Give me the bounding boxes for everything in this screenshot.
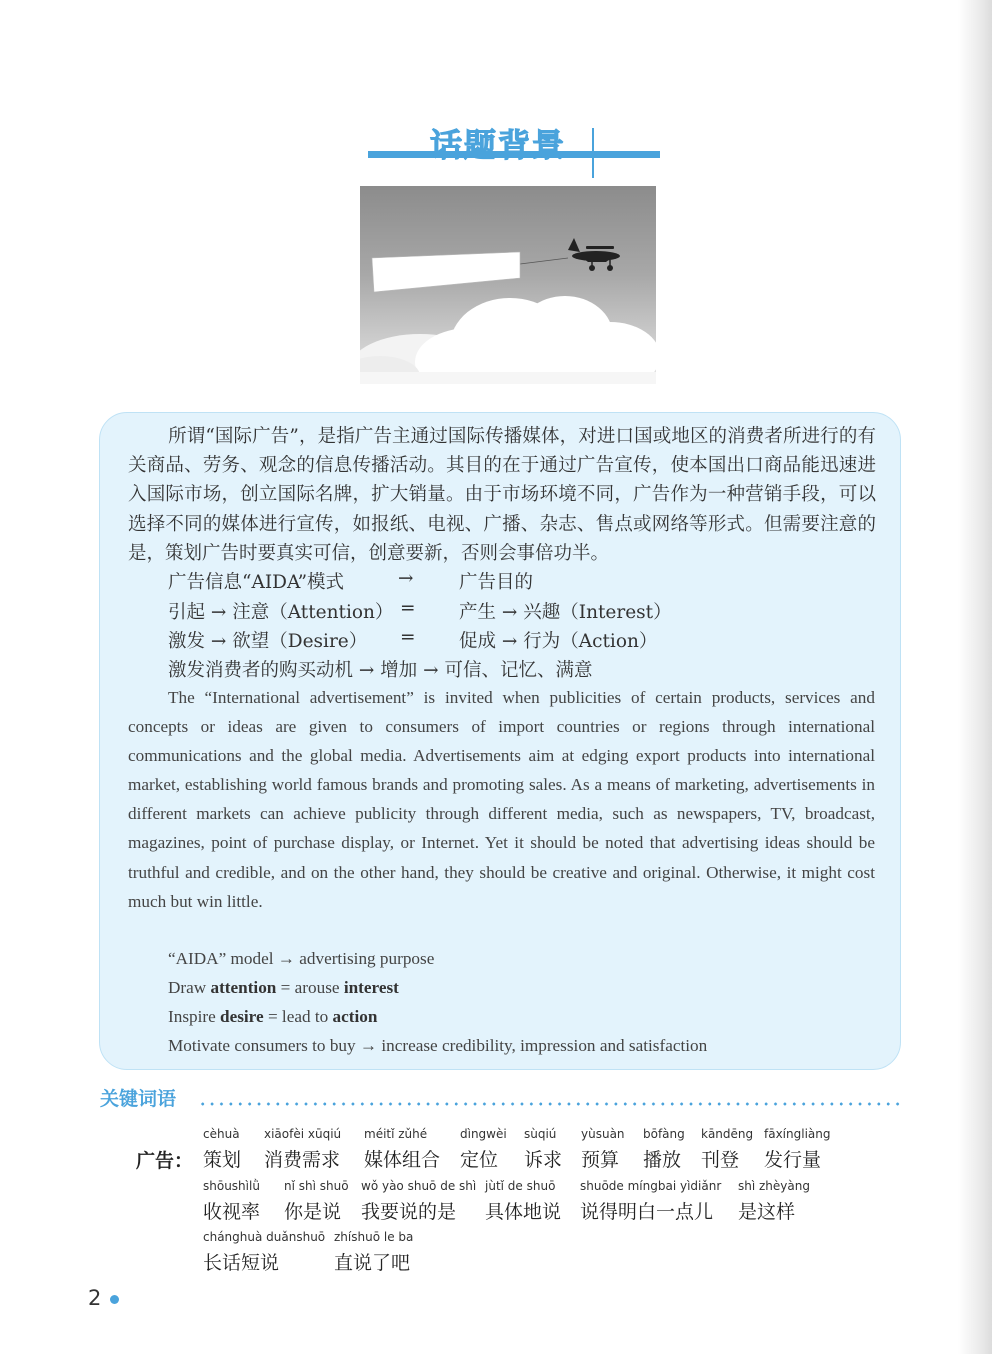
hanzi: 刊登 — [701, 1149, 740, 1171]
aida-cn-right: 促成 → 行为（Action） — [459, 631, 658, 652]
hanzi: 具体地说 — [485, 1201, 562, 1223]
aida-cn-left: 激发 → 欲望（Desire） — [168, 631, 368, 652]
aida-en-model: “AIDA” model → advertising purpose — [168, 949, 435, 968]
hanzi: 说得明白一点儿 — [580, 1201, 714, 1223]
key-word — [203, 1179, 260, 1224]
aida-en-desire — [168, 1007, 377, 1027]
aida-en-text: Inspire — [168, 1007, 221, 1026]
pinyin: shì zhèyàng — [738, 1179, 810, 1193]
section-title-block — [368, 118, 660, 178]
page-number-dot — [110, 1295, 119, 1304]
hanzi: 你是说 — [284, 1201, 342, 1223]
pinyin: bōfàng — [643, 1127, 685, 1141]
hanzi: 长话短说 — [203, 1252, 280, 1274]
aida-cn-summary: 激发消费者的购买动机 → 增加 → 可信、记忆、满意 — [168, 660, 593, 681]
aida-cn-symbol: = — [400, 627, 416, 648]
aida-cn-symbol: → — [398, 568, 414, 589]
key-word — [334, 1230, 413, 1275]
airplane-banner-photo — [360, 186, 656, 384]
section-title: 话题背景 — [430, 126, 567, 164]
aida-cn-symbol: = — [400, 598, 416, 619]
hanzi: 播放 — [643, 1149, 682, 1171]
aida-en-bold: interest — [343, 978, 399, 997]
pinyin: jùtǐ de shuō — [485, 1179, 556, 1193]
hanzi: 直说了吧 — [334, 1252, 411, 1274]
key-words-label: 广告： — [136, 1150, 194, 1172]
key-words-title: 关键词语 — [100, 1088, 177, 1110]
key-word — [361, 1179, 476, 1224]
key-word — [580, 1179, 721, 1224]
pinyin: nǐ shì shuō — [284, 1179, 349, 1193]
aida-cn-right: 广告目的 — [459, 572, 534, 593]
pinyin: yùsuàn — [581, 1127, 625, 1141]
hanzi: 是这样 — [738, 1201, 796, 1223]
hanzi: 诉求 — [524, 1149, 563, 1171]
pinyin: shuōde míngbai yìdiǎnr — [580, 1179, 722, 1193]
key-word — [364, 1127, 440, 1172]
aida-cn-left: 引起 → 注意（Attention） — [168, 602, 394, 623]
pinyin: dìngwèi — [460, 1127, 507, 1141]
key-word — [581, 1127, 625, 1172]
aida-en-text: = arouse — [276, 978, 344, 997]
aida-en-attention — [168, 978, 399, 998]
aida-cn-right: 产生 → 兴趣（Interest） — [459, 602, 672, 623]
pinyin: sùqiú — [524, 1127, 557, 1141]
aida-cn-row — [168, 568, 344, 594]
key-word — [203, 1230, 325, 1275]
english-paragraph-text: The “International advertisement” is invited when publicities of certain products, services and concepts or ideas are given to consumers of import countries or regions through international communications and the global media. Advertisements aim at edging export products into international market, establishing world famous brands and promoting sales. As a means of marketing, advertisements in different markets can achieve publicity through different media, such as newspapers, TV, broadcast, magazines, point of purchase display, or Internet. Yet it should be noted that advertising ideas should be truthful and credible, and on the other hand, they should be creative and original. Otherwise, it might cost much but win little. — [128, 688, 875, 911]
key-word — [701, 1127, 753, 1172]
pinyin: zhíshuō le ba — [334, 1230, 414, 1244]
aida-en-text: = lead to — [263, 1007, 333, 1026]
key-word — [764, 1127, 830, 1172]
key-word — [738, 1179, 810, 1224]
aida-en-motivate: Motivate consumers to buy → increase credibility, impression and satisfaction — [168, 1036, 708, 1055]
pinyin: fāxíngliàng — [764, 1127, 831, 1141]
key-word — [643, 1127, 685, 1172]
aida-cn-left: 广告信息“AIDA”模式 — [168, 572, 345, 593]
hanzi: 策划 — [203, 1149, 242, 1171]
pinyin: xiāofèi xūqiú — [264, 1127, 342, 1141]
hanzi: 发行量 — [764, 1149, 822, 1171]
pinyin: méitǐ zǔhé — [364, 1127, 428, 1141]
hanzi: 收视率 — [203, 1201, 261, 1223]
aida-en-bold: action — [332, 1007, 378, 1026]
key-word — [485, 1179, 561, 1224]
key-word — [203, 1127, 241, 1172]
chinese-paragraph-text: 所谓“国际广告”，是指广告主通过国际传播媒体，对进口国或地区的消费者所进行的有关商品、劳务、观念的信息传播活动。其目的在于通过广告宣传，使本国出口商品能迅速进入国际市场，创立国际名牌，扩大销量。由于市场环境不同，广告作为一种营销手段，可以选择不同的媒体进行宣传，如报纸、电视、广播、杂志、售点或网络等形式。但需要注意的是，策划广告时要真实可信，创意要新，否则会事倍功半。 — [128, 426, 876, 564]
hanzi: 媒体组合 — [364, 1149, 441, 1171]
pinyin: cèhuà — [203, 1127, 240, 1141]
hanzi: 定位 — [460, 1149, 499, 1171]
key-word — [524, 1127, 562, 1172]
key-word — [284, 1179, 349, 1224]
pinyin: kāndēng — [701, 1127, 754, 1141]
pinyin: shōushìlǜ — [203, 1179, 260, 1193]
hanzi: 预算 — [581, 1149, 620, 1171]
pinyin: wǒ yào shuō de shì — [361, 1179, 477, 1193]
page-number: 2 — [88, 1286, 102, 1310]
hanzi: 消费需求 — [264, 1149, 341, 1171]
pinyin: chánghuà duǎnshuō — [203, 1230, 326, 1244]
aida-en-bold: attention — [210, 978, 277, 997]
key-words-dotted-rule — [198, 1102, 904, 1106]
key-word — [460, 1127, 507, 1172]
aida-en-text: Draw — [168, 978, 211, 997]
chinese-paragraph — [128, 422, 876, 568]
page-edge-shadow — [958, 0, 992, 1354]
aida-en-bold: desire — [220, 1007, 264, 1026]
hanzi: 我要说的是 — [361, 1201, 457, 1223]
english-paragraph — [128, 683, 875, 916]
key-word — [264, 1127, 341, 1172]
title-tick-mark — [592, 128, 594, 178]
